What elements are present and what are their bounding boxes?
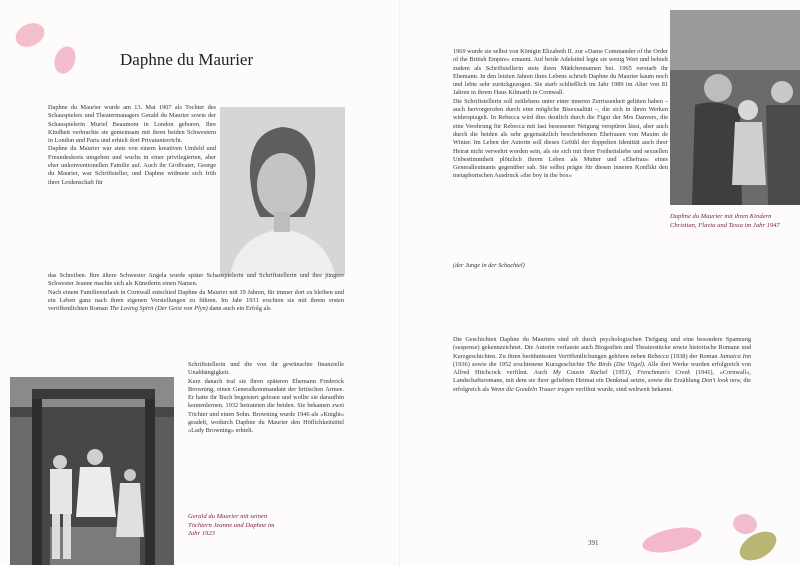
paragraph: Daphne du Maurier war stets von einem kreativen Umfeld und Freundeskreis umgeben und wuchs in einer privilegierten, aber eher unkonventionellen Familie auf. Auch ihr Großvater, George du Maurier, war Schriftsteller, und Daphne widmete sich früh ihrer Leidenschaft für — [48, 145, 216, 186]
novel-title: Frenchman's Creek — [637, 369, 691, 377]
paragraph: Daphne du Maurier wurde am 13. Mai 1907 als Tochter des Schauspielers und Theatermanagers Gerald du Maurier sowie der Schauspielerin Muriel Beaumont in London geboren. Ihre Kindheit verbrachte sie gemeinsam mit ihren beiden Schwestern in London und Paris und erhielt dort Privatunterricht. — [48, 104, 216, 145]
photo-caption: Gerald du Maurier mit seinen Töchtern Jeanne und Daphne im Jahr 1923 — [188, 513, 275, 538]
photo-caption: Daphne du Maurier mit ihren Kindern Christian, Flavia und Tessa im Jahr 1947 — [670, 213, 780, 229]
paragraph — [453, 262, 751, 270]
page-number: 391 — [588, 539, 599, 547]
paragraph: das Schreiben. Ihre ältere Schwester Angela wurde später Schauspielerin und Schriftstellerin und ihre jüngere Schwester Jeanne machte sich als Künstlerin einen Namen. — [48, 272, 344, 288]
body-text — [188, 361, 344, 436]
body-text — [453, 336, 751, 394]
paragraph: Kurz danach traf sie ihren späteren Ehemann Frederick Browning, einen Generalkommandant der britischen Armee. Er hatte ihr Buch begeistert gelesen und wollte sie daraufhin kennenlernen. 1932 heirateten die beiden. Sie bekamen zwei Töchter und einen Sohn. Browning wurde 1946 als »Knight« geadelt, wodurch Daphne du Maurier den Höflichkeitstitel »Lady Browning« erhielt. — [188, 377, 344, 435]
paragraph: Schriftstellerin und die von ihr gewünschte finanzielle Unabhängigkeit. — [188, 361, 344, 377]
family-photo — [10, 377, 174, 565]
paragraph: 1969 wurde sie selbst von Königin Elizabeth II. zur »Dame Commander of the Order of the British Empire« ernannt. Auf beide Adelstitel legte sie wenig Wert und behielt zudem als Schriftstellerin stets ihren Mädchennamen bei. 1965 verstarb ihr Ehemann. In den letzten Jahren ihres Lebens schrieb Daphne du Maurier kaum noch und lebte sehr zurückgezogen. Sie starb schließlich im Jahr 1989 im Alter von 81 Jahren in ihrem Haus Kilmarth in Cornwall. — [453, 48, 668, 97]
children-photo — [670, 10, 800, 205]
paragraph: Die Schriftstellerin soll zeitlebens unter einer inneren Zerrissenheit gelitten haben – auch hervorgerufen durch eine mögliche Bisexualität –, die sich in ihren Werken widerspiegelt. In Rebecca wird dies deutlich durch die Figur der Mrs Danvers, die eine Verehrung für Rebecca mit fast besessener Neigung verspüren lässt, aber auch durch die beiden als sehr gegensätzlich beschriebenen Ehefrauen von Maxim de Winter. Im Leben der Autorin soll dieses Gefühl der doppelten Identität auch ihrer Heirat nicht verwehrt worden sein, als sie sich mit ihrer Freiheitsliebe und sexuellen Unbestimmtheit plötzlich ihrem Leben als Mutter und »Ehefrau« eines Generalleutnants gegenüber sah. Sie selbst prägte für diesen inneren Konflikt den metaphorischen Ausdruck »the boy in the box« — [453, 97, 668, 180]
novel-title: My Cousin Rachel — [552, 369, 608, 377]
portrait-photo — [220, 107, 345, 275]
novel-title: Rebecca — [647, 352, 669, 360]
novel-title: Don't look now, — [701, 377, 742, 385]
body-text — [453, 262, 751, 270]
right-page — [400, 0, 800, 566]
novel-title: Wenn die Gondeln Trauer tragen — [490, 385, 574, 393]
page-title: Daphne du Maurier — [120, 50, 254, 69]
paragraph: Nach einem Familienurlaub in Cornwall entschied Daphne du Maurier mit 19 Jahren, für immer dort zu bleiben und ein Leben ganz nach ihren eigenen Vorstellungen zu führen. Im Jahr 1931 erschien sie mit ihrem ersten veröffentlichten Roman The Loving Spirit (Der Geist von Plyn) dann auch ein Erfolg als — [48, 288, 344, 313]
body-text — [453, 48, 668, 181]
novel-title: The Loving Spirit (Der Geist von Plyn) — [109, 305, 208, 313]
body-text — [48, 104, 216, 187]
phrase: (der Junge in der Schachtel) — [453, 262, 525, 269]
novel-title: Jamaica Inn — [719, 352, 751, 360]
body-text — [48, 272, 344, 313]
novel-title: The Birds (Die Vögel). — [586, 360, 646, 368]
paragraph: Die Geschichten Daphne du Mauriers sind oft durch psychologischen Tiefgang und eine besondere Spannung (suspense) gekennzeichnet. Die Autorin verfasste auch Biografien und Theaterstücke sowie historische Romane und Kurzgeschichten. Zu ihren berühmtesten Veröffentlichungen gehören neben Rebecca (1938) der Roman Jamaica Inn (1936) sowie die 1952 erschienene Kurzgeschichte The Birds (Die Vögel). Alle drei Werke wurden erfolgreich von Alfred Hitchcock verfilmt. Auch My Cousin Rachel (1951), Frenchman's Creek (1941), »Cornwall«, Landschaftsromane, mit dem sie ihrer geliebten Heimat ein Denkmal setzte, sowie die Erzählung Don't look now, die erfolgreich als Wenn die Gondeln Trauer tragen verfilmt wurde, sind weltweit bekannt. — [453, 336, 752, 393]
